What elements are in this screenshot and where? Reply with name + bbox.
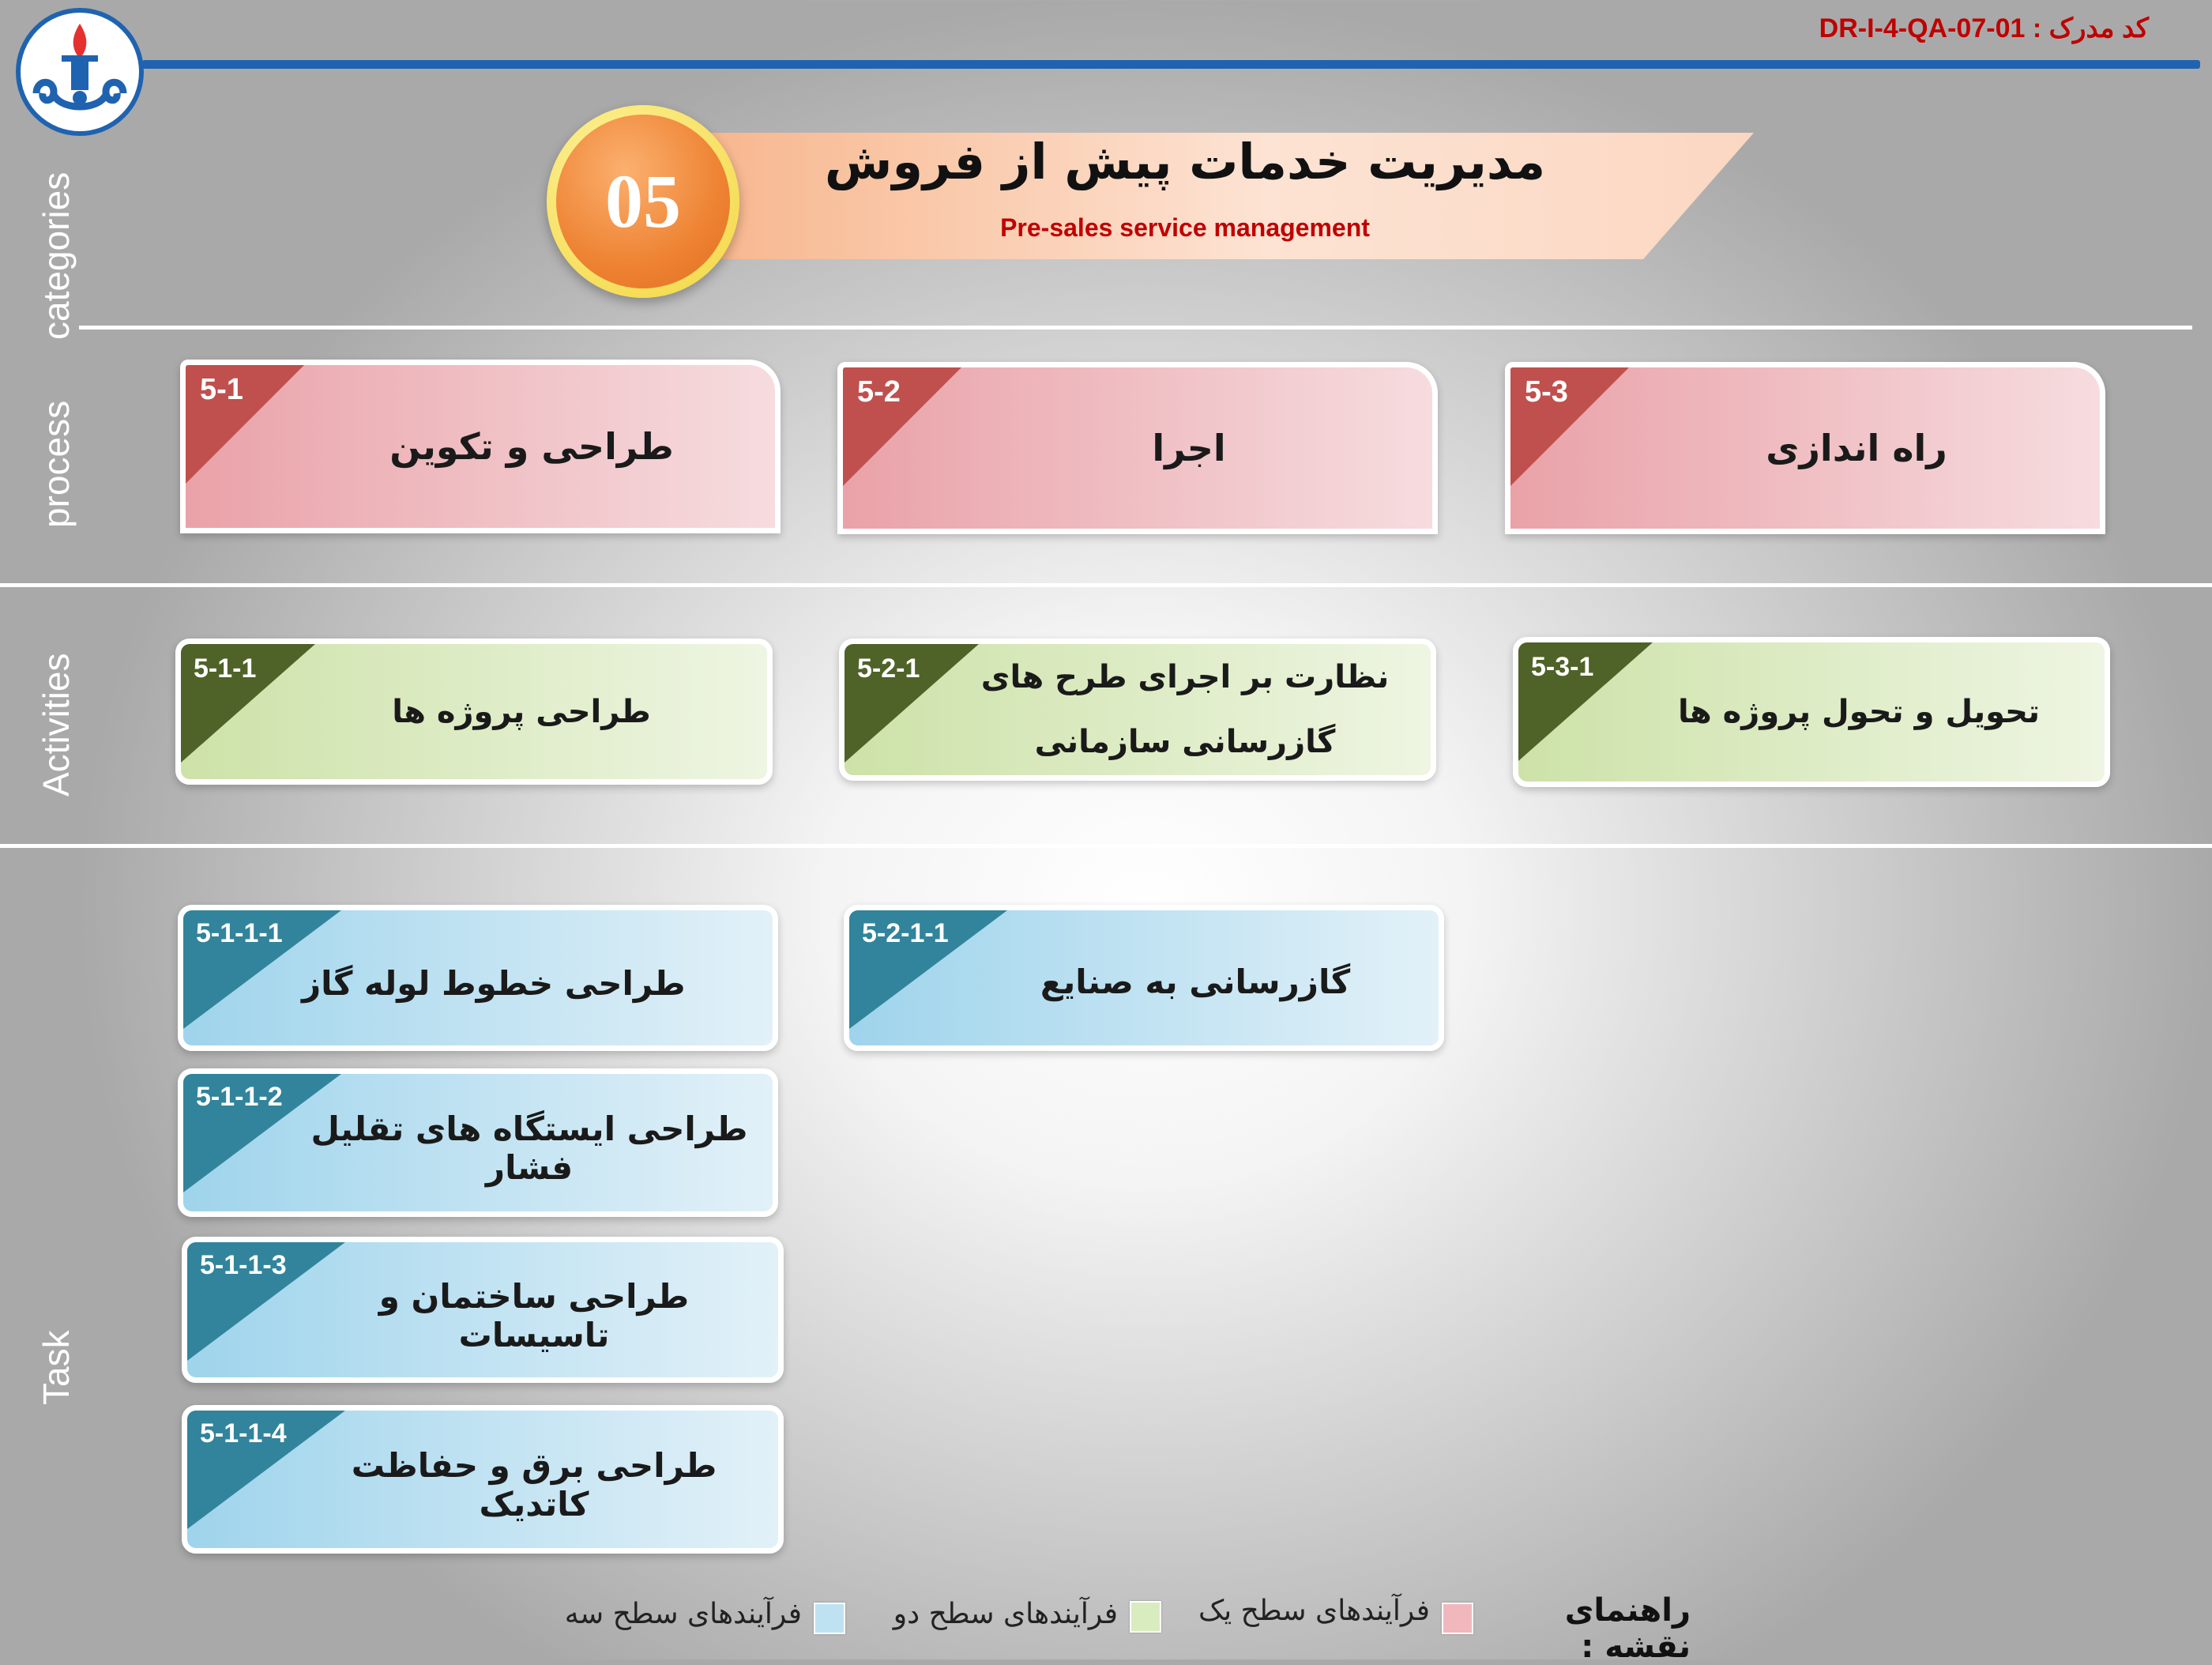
task-code: 5-2-1-1 [862,918,949,948]
task-code: 5-1-1-2 [196,1082,283,1112]
legend-label-level-three: فرآیندهای سطح سه [564,1598,802,1630]
process-code: 5-1 [200,373,243,406]
legend-swatch-level-three [814,1603,845,1634]
process-code: 5-3 [1525,375,1568,409]
title-number: 05 [556,115,730,288]
task-box-5-1-1-4[interactable] [182,1405,784,1554]
activity-code: 5-1-1 [194,654,257,684]
process-label: طراحی و تکوین [389,425,674,468]
side-label-task: Task [36,1330,77,1405]
legend-swatch-level-one [1442,1603,1473,1634]
divider-process [0,583,2212,587]
task-label: طراحی ساختمان و تاسیسات [378,1276,690,1354]
legend-title: راهنمای نقشه : [1564,1592,1691,1665]
process-box-5-2[interactable] [837,362,1438,534]
task-code: 5-1-1-4 [200,1418,287,1448]
task-box-5-1-1-2[interactable] [178,1068,778,1217]
legend-swatch-level-two [1130,1601,1161,1633]
header-rule [142,60,2200,69]
activity-label [963,644,1407,775]
activity-label: تحویل و تحول پروژه ها [1678,694,2041,730]
process-box-5-3[interactable] [1505,362,2105,534]
activity-label-line1: نظارت بر اجرای طرح های [980,659,1390,695]
activity-box-5-2-1[interactable] [839,639,1436,781]
activity-label: طراحی پروژه ها [392,693,651,730]
process-box-5-1[interactable] [180,360,781,533]
task-code: 5-1-1-3 [200,1250,287,1280]
page-subtitle: Pre-sales service management [1000,213,1370,242]
divider-activities [0,844,2212,848]
activity-code: 5-2-1 [857,654,920,684]
side-label-categories: categories [36,171,77,340]
process-code: 5-2 [857,375,901,409]
process-label: اجرا [1152,427,1226,469]
legend-label-level-one: فرآیندهای سطح یک [1198,1595,1430,1627]
task-box-5-2-1-1[interactable] [844,905,1444,1051]
activity-box-5-1-1[interactable] [175,639,773,785]
task-label: گازرسانی به صنایع [1040,962,1351,1001]
activity-box-5-3-1[interactable] [1513,637,2110,787]
company-logo [14,6,145,137]
task-code: 5-1-1-1 [196,918,283,948]
task-label: طراحی خطوط لوله گاز [302,964,686,1003]
page-title: مدیریت خدمات پیش از فروش [824,133,1546,190]
task-box-5-1-1-1[interactable] [178,905,778,1051]
divider-categories [79,326,2192,330]
side-label-activities: Activities [36,653,77,797]
side-label-process: process [36,400,77,528]
task-label: طراحی ایستگاه های تقلیل فشار [310,1109,748,1187]
task-box-5-1-1-3[interactable] [182,1237,784,1383]
legend-label-level-two: فرآیندهای سطح دو [893,1598,1118,1630]
task-label: طراحی برق و حفاظت کاتدیک [351,1446,717,1524]
activity-label-line2: گازرسانی سازمانی [1034,724,1336,760]
process-label: راه اندازی [1766,427,1947,469]
activity-code: 5-3-1 [1531,652,1594,682]
document-code: DR-I-4-QA-07-01 : کد مدرک [1819,13,2149,43]
